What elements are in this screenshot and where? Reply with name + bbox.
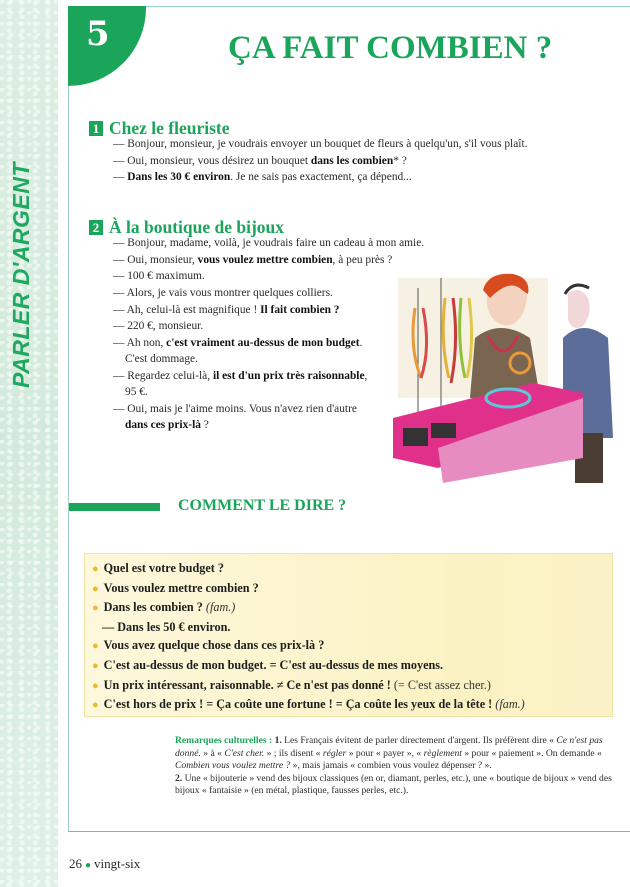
bullet-icon: ● xyxy=(92,679,99,692)
page-title: ÇA FAIT COMBIEN ? xyxy=(228,30,553,66)
section-title: À la boutique de bijoux xyxy=(109,217,285,237)
cultural-remarks xyxy=(175,735,615,798)
dialogue-line: — Alors, je vais vous montrer quelques colliers. xyxy=(113,287,333,299)
dialogue-line: — Bonjour, monsieur, je voudrais envoyer un bouquet de fleurs à quelqu'un, s'il vous plaît. xyxy=(113,138,528,150)
section-number: 1 xyxy=(89,121,103,136)
dialogue-line: — Oui, monsieur, vous désirez un bouquet dans les combien* ? xyxy=(113,154,407,167)
phrase-item: ● Un prix intéressant, raisonnable. ≠ Ce n'est pas donné ! (= C'est assez cher.) xyxy=(92,677,491,692)
remark-1: Remarques culturelles : 1. Les Français évitent de parler directement d'argent. Ils préfèrent dire « Ce n'est pas donné. » à « C'est cher. » ; ils disent « régler » pour « payer », « règlement » pour « paiement ». On demande « Combien vous voulez mettre ? », mais jamais « combien vous voulez dépenser ? ». xyxy=(175,735,603,772)
bullet-icon: ● xyxy=(92,640,99,653)
phrase-item: ● Dans les combien ? (fam.) xyxy=(92,600,236,615)
remarks-label: Remarques culturelles : xyxy=(175,735,273,746)
section-title: Chez le fleuriste xyxy=(109,118,230,138)
page-number: 26 xyxy=(69,856,82,871)
dialogue-line: — Bonjour, madame, voilà, je voudrais faire un cadeau à mon amie. xyxy=(113,237,425,249)
phrase-list xyxy=(92,559,525,715)
sidebar-band xyxy=(0,0,58,887)
bullet-icon: ● xyxy=(85,860,92,871)
page-footer xyxy=(69,856,140,872)
jewelry-shop-illustration xyxy=(393,268,623,483)
dialogue-line: — Regardez celui-là, il est d'un prix très raisonnable, 95 €. xyxy=(113,369,368,398)
dialogue-line: — Dans les 30 € environ. Je ne sais pas exactement, ça dépend... xyxy=(113,171,412,183)
dialogue-line: — 220 €, monsieur. xyxy=(113,320,204,332)
chapter-title: PARLER D'ARGENT xyxy=(8,162,34,388)
dialogue-2-bottom xyxy=(113,285,381,434)
phrase-item: ● Quel est votre budget ? xyxy=(92,561,224,575)
bullet-icon: ● xyxy=(92,602,99,615)
dialogue-line: — 100 € maximum. xyxy=(113,270,205,282)
section-number: 2 xyxy=(89,220,103,235)
phrase-item: ● Vous voulez mettre combien ? xyxy=(92,580,259,595)
dialogue-1 xyxy=(113,136,623,186)
page-word: vingt-six xyxy=(94,856,141,871)
phrase-item: ● Vous avez quelque chose dans ces prix-là ? xyxy=(92,638,325,653)
bullet-icon: ● xyxy=(92,582,99,595)
remark-2: 2. Une « bijouterie » vend des bijoux classiques (en or, diamant, perles, etc.), une « boutique de bijoux » vend des bijoux « fantaisie » (en métal, plastique, fausses perles, etc.). xyxy=(175,772,612,797)
bullet-icon: ● xyxy=(92,563,99,575)
phrase-item: ● C'est hors de prix ! = Ça coûte une fortune ! = Ça coûte les yeux de la tête ! (fam.) xyxy=(92,697,525,712)
lesson-number: 5 xyxy=(86,14,110,54)
dialogue-line: — Ah non, c'est vraiment au-dessus de mon budget. C'est dommage. xyxy=(113,336,363,365)
bullet-icon: ● xyxy=(92,699,99,712)
dialogue-line: — Ah, celui-là est magnifique ! Il fait combien ? xyxy=(113,303,340,316)
dialogue-line: — Oui, monsieur, vous voulez mettre combien, à peu près ? xyxy=(113,253,393,266)
dialogue-line: — Oui, mais je l'aime moins. Vous n'avez rien d'autre dans ces prix-là ? xyxy=(113,402,357,431)
section-accent-bar xyxy=(69,503,160,511)
comment-heading: COMMENT LE DIRE ? xyxy=(178,497,347,514)
phrase-subitem: — Dans les 50 € environ. xyxy=(102,619,231,634)
bullet-icon: ● xyxy=(92,659,99,672)
phrase-item: ● C'est au-dessus de mon budget. = C'est au-dessus de mes moyens. xyxy=(92,657,444,672)
